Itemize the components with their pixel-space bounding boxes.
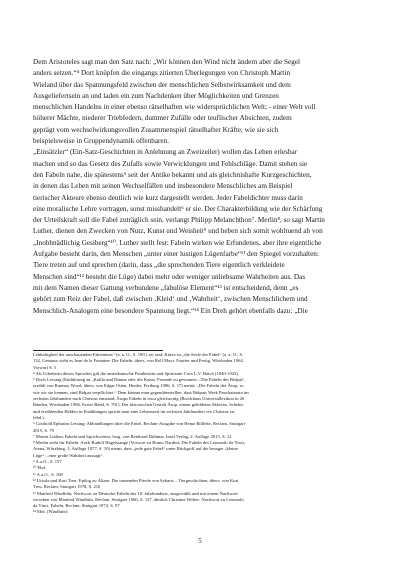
footnotes (33, 352, 369, 516)
body-line: mit dem Namen dieser Gattung verbundene „fabulöse Element“¹³ ist entscheidend, denn „es (33, 283, 299, 292)
footnote-line: Arena, Würzburg, 3. Auflage 1977, S. 10) meint, dass „jede gute Fabel“ unter Rückgriff auf die besagte „kleine (33, 446, 238, 452)
footnote-line: erzählt von Ramsay Wood, übers. von Edgar Otten, Herder, Freiburg 1986, S. 17) meint: „Die Fabeln des Äsop, so (33, 383, 244, 389)
body-line: der Urteilskraft soll die Fabel zuträglich sein, verlangt Philipp Melanchthon⁷. Merlin⁸, so sagt Martin (33, 216, 325, 225)
footnote-line: ¹⁴ Ebd. (Windfuhr) (33, 509, 68, 515)
body-line: Dem Aristoteles sagt man den Satz nach: „Wir können den Wind nicht ändern aber die Segel (33, 58, 301, 66)
footnote-line: ¹¹ A.a.O., S. 160 (33, 471, 63, 477)
body-line: Aufgabe besteht darin, den Menschen „unter einer lustigen Lügenfarbe“¹¹ den Spiegel vorzuhalten: (33, 250, 319, 259)
footnote-line: ⁹ A.a.O., S. 157 (33, 459, 62, 465)
footnote-line: versehen von Manfred Windfuhr, Reclam, Stuttgart 1960, S. 127, ähnlich Christine Wolter: Nachwort zu Leonardo (33, 496, 244, 502)
body-line: machen und so das Gesetz des Zufalls sowie Verwicklungen und Fehlschläge. Damit stehen sie (33, 159, 308, 168)
footnote-line: Bänden, Wiesbaden 1966, Erster Band, S. 791). Der historischen Gestalt Äsop, einem gebildeten Sklaven, Schelm (33, 402, 243, 408)
footnote-line: Vorwort S. 5 (33, 364, 57, 370)
body-line: Luther, dienen den Zwecken von Nutz, Kunst und Weisheit⁹ und heben sich somit wohltuend ab von (33, 227, 323, 236)
footnote-line: ⁵ Doris Lessing (Einführung zu „Kalila und Dimna oder die Kunst, Freunde zu gewinnen – Die Fabeln des Bidpai“, (33, 377, 246, 383)
footnote-line: (ebd.). (33, 414, 45, 420)
body-line: „Einsätzler“ (Ein-Satz-Geschichten in Anlehnung an Zweizeiler) wollen das Leben erlesbar (33, 148, 298, 157)
body-line: tierischer Akteure ebenso deutlich wie kurz dargestellt werden. Jeder Fabeldichter muss darin (33, 193, 303, 202)
footnote-line: ⁶ Gotthold Ephraim Lessing: Abhandlungen über die Fabel, Reclam-Ausgabe von Heinz Rölleke, Reclam, Stuttgart (33, 421, 246, 427)
footnote-line: und erzählenden Helden in Erzählungen spricht man eine Lebenszeit im sechsten Jahrhundert vor Christus zu (33, 408, 235, 414)
page-number: 5 (198, 537, 202, 545)
footnote-line: sechsten Jahrhundert nach Christus entstand, Äsops Fabeln in etwa gleichzeitig (Brockhaus Universallexikon in 26 (33, 396, 245, 402)
footnote-line: ⁷ Martin Luthers Fabeln und Sprichwörter, hrsg. von Reinhard Dithmar, Insel Verlag, 2. Auflage 2015, S. 12 (33, 433, 232, 439)
footnote-line: Lüge“, „eine große Wahrheit aussagt“. (33, 452, 104, 458)
body-line: geprägt vom wechselwirkungsvollen Zusammenspiel rätselhafter Kräfte, wie sie sich (33, 125, 279, 134)
footnote-line: ¹² Ursula und Kurt Treu: Epilog zu Äliam: Die tausenden Pferde von Sybaris – Tiergeschichten, übers. von Kurt (33, 477, 239, 483)
body-line: menschlichen Handelns in einer ebenso rätselhaften wie widersprüchlichen Welt; - einer Welt voll (33, 103, 316, 112)
footnote-line: da Vinci, Fabeln, Reclam, Stuttgart 1974, S. 97 (33, 503, 120, 509)
body-line: Menschlich-Analogem eine besondere Spannung liegt.“¹⁴ Ein Dreh gehört ebenfalls dazu: „Die (33, 306, 308, 315)
footnote-line: 2015, S. 79 (33, 427, 54, 433)
body-text (33, 57, 369, 317)
footnote-line: ⁸ Merlin steht für Fabeln. Auch Rudolf Hagelstange (Vorwort zu Bruno Nardini: Die Fabeln des Leonardo da Vinci, (33, 440, 246, 446)
body-line: eine moralische Lehre vortragen, sonst misshandelt⁶ er sie. Der Charakterbildung wie der Schärfung (33, 204, 323, 213)
body-line: gehört zum Reiz der Fabel, daß zwischen ‚Kleid‘ und ‚Wahrheit‘, zwischen Menschlichem und (33, 295, 308, 304)
footnote-separator (33, 350, 163, 351)
footnote-line: ¹³ Manfred Windfuhr, Nachwort zu Deutsche Fabeln des 18. Jahrhunderts, ausgewählt und mit einem Nachwort (33, 490, 238, 496)
body-line: „Inobhnädlichig Gesiberg“¹⁰. Luther stellt fest: Fabeln wirken wie Erfundenes, aber ihre eigentliche (33, 238, 322, 247)
body-line: beispielsweise in Gruppendynamik offenbaren. (33, 137, 170, 146)
footnote-line: ¹⁰ Ebd. (33, 465, 46, 471)
body-line: Wieland über das Spannungsfeld zwischen der menschlichen Selbstwirksamkeit und dem (33, 80, 291, 89)
footnote-line: 132. Genauso sieht es Jean de la Fontaine: Die Fabeln, übers. von Rolf Mayr, Fourier und Fertig, Wiesbaden 1964, (33, 358, 244, 364)
body-line: den Fabeln nahe, die spätestens⁵ seit der Antike bekannt und als gleichnishafte Kurzgeschichten, (33, 170, 312, 179)
body-line: anders setzen.“⁴ Dort knüpfen die eingangs zitierten Überlegungen von Christoph Martin (33, 69, 291, 78)
body-line: Tiere treten auf und sprechen (darin, dass „die sprechenden Tiere eigentlich verkleidete (33, 261, 285, 270)
footnote-line: wie wir sie kennen, sind Bidpai verpflichtet.“ Dem könnte man gegenüberstellen, dass Bidpais Werk Panchatantra im (33, 389, 249, 395)
footnote-line: Lebhaftigkeit der anschauenden Erkenntnis“ (a. a. O., S. 100.) an, und: Kürze ist „die Seele der Fabel“ (a. a. O., S. (33, 352, 244, 357)
body-line: Ausgeliefertsein an und laden ein zum Nachdenken über Möglichkeiten und Grenzen (33, 91, 279, 100)
body-line: Menschen sind“¹² besteht die Lüge) dabei mehr oder weniger unliebsame Wahrheiten aus. Das (33, 272, 306, 281)
body-line: in denen das Leben mit seinen Wechselfällen und insbesondere Menschliches am Beispiel (33, 182, 293, 191)
footnote-line: ⁴ Als Urheberin dieses Spruches gilt die amerikanische Pantheistin und Spiritistin Cora L.V. Hatch (1840-1923). (33, 370, 240, 376)
body-line: höherer Mächte, niederer Triebfedern, dummer Zufälle oder teuflischer Absichten, zudem (33, 114, 292, 123)
footnote-line: Treu, Reclam, Stuttgart 1978, S. 210 (33, 484, 101, 490)
